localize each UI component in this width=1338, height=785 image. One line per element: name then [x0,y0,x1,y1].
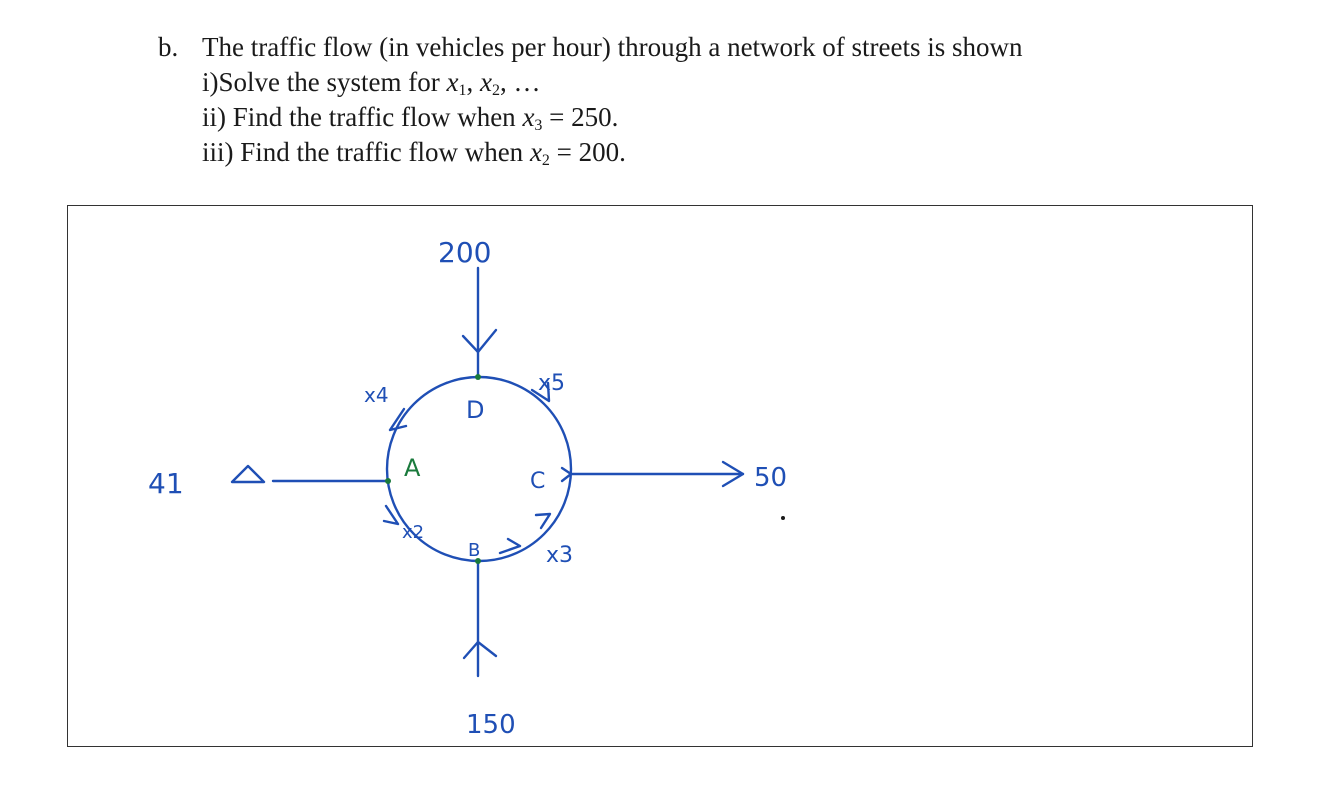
node-d-label: D [466,396,485,424]
flow-left-label: 41 [148,467,184,500]
question-2-text: ii) Find the traffic flow when [202,102,523,132]
node-a-label: A [404,454,421,482]
node-b-label: B [468,540,481,561]
traffic-network-svg [68,206,1254,748]
var-x4-label: x4 [364,383,389,407]
question-3-text: iii) Find the traffic flow when [202,137,530,167]
stray-dot [781,516,785,520]
var-x5-label: x5 [538,371,566,396]
arrow-x3-icon [536,514,550,528]
q3-value: = 200. [549,137,626,167]
q2-var: x [522,102,535,132]
var-x2-label: x2 [402,522,425,543]
question-1 [202,65,1023,100]
q3-var: x [529,137,542,167]
q1-var-x1: x [446,67,459,97]
node-a-dot [385,478,391,484]
q1-var-x2: x [479,67,492,97]
q1-ellipsis: , … [499,67,541,97]
problem-intro: The traffic flow (in vehicles per hour) through a network of streets is shown [202,32,1023,62]
q1-comma: , [466,67,480,97]
node-d-dot [475,374,481,380]
arrow-x4-icon [390,409,406,430]
question-1-text: i)Solve the system for [202,67,447,97]
q1-sub-2: 2 [491,82,500,99]
traffic-diagram-frame [67,205,1253,747]
flow-bottom-label: 150 [466,710,516,740]
q3-sub: 2 [541,152,550,169]
q2-sub: 3 [534,117,543,134]
arrow-left-icon [232,466,264,482]
problem-lines [202,30,1023,170]
var-x3-label: x3 [546,543,574,568]
arrow-top-icon [463,330,496,352]
question-3 [202,135,1023,170]
node-c-label: C [530,469,546,494]
q1-sub-1: 1 [458,82,467,99]
flow-right-label: 50 [754,463,788,493]
problem-label: b. [158,32,179,62]
flow-top-label: 200 [438,236,492,269]
q2-value: = 250. [542,102,619,132]
arrow-bottom-icon [464,642,496,658]
question-2 [202,100,1023,135]
arrow-x2b-icon [500,539,520,553]
